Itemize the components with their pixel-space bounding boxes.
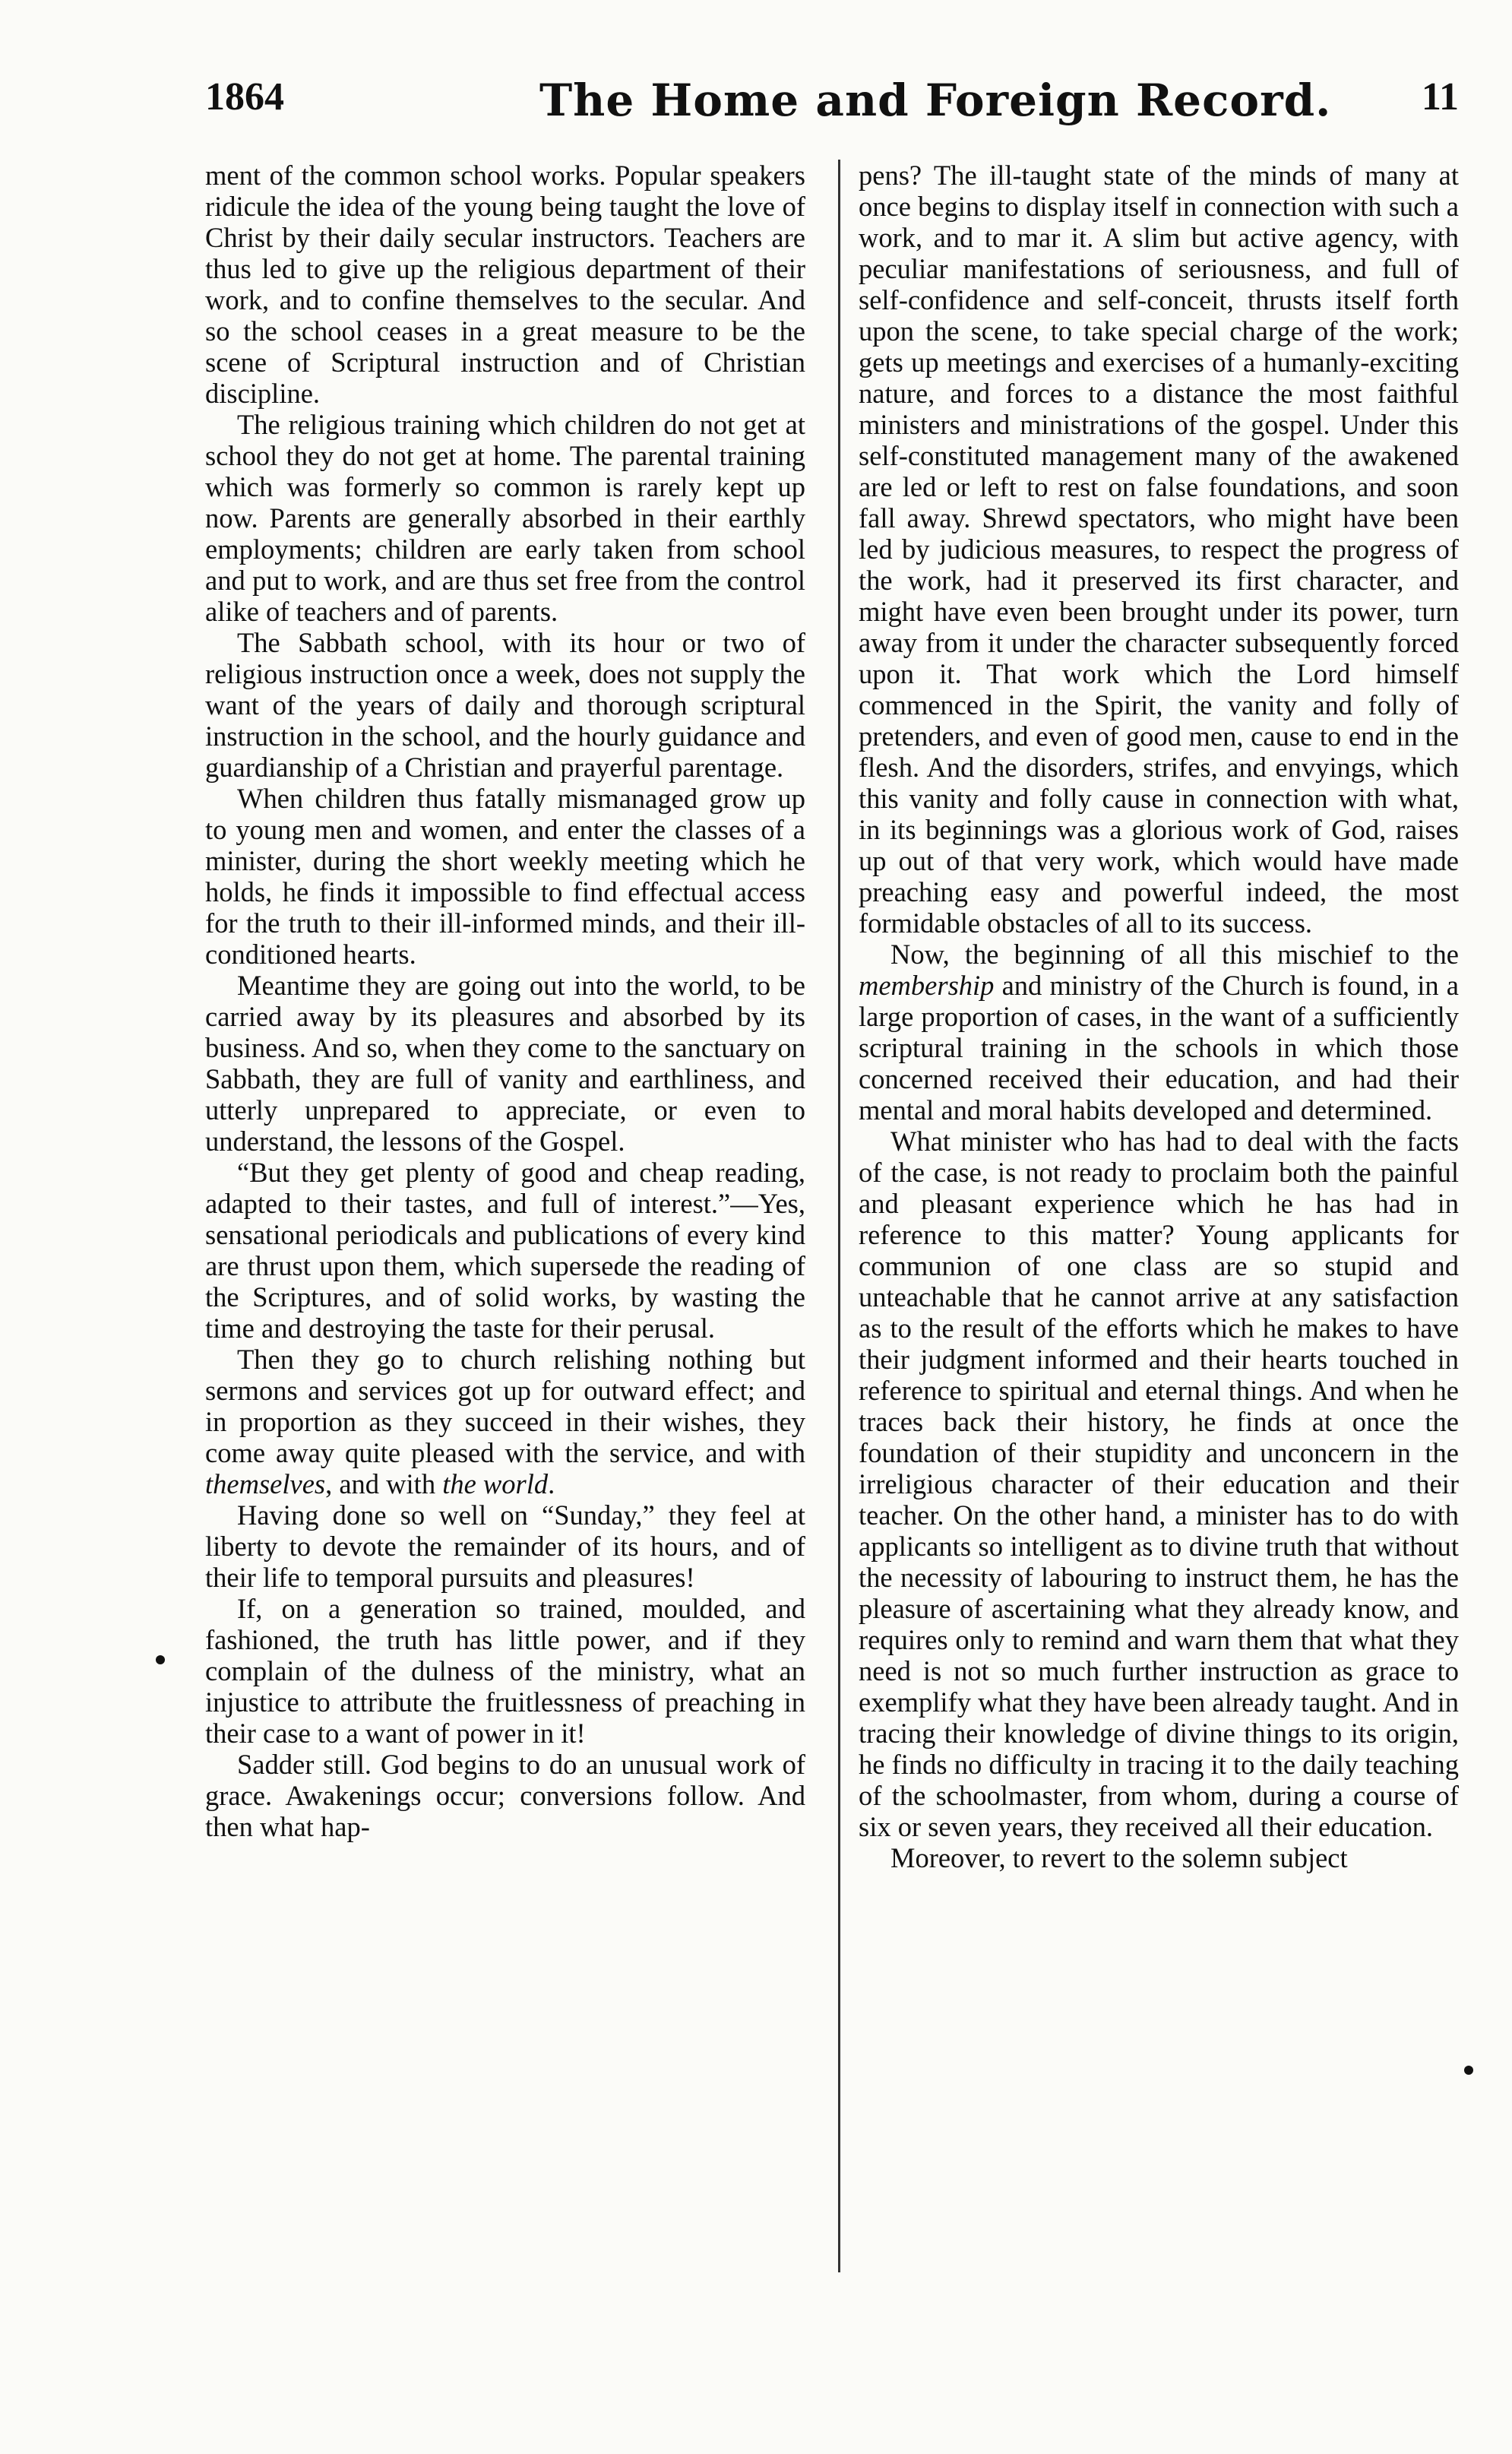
left-column xyxy=(205,160,805,1842)
paragraph: Meantime they are going out into the world, to be carried away by its pleasures and absorbed by its business. And so, when they come to the sanctuary on Sabbath, they are full of vanity and earthliness, and utterly unprepared to appreciate, or even to understand, the lessons of the Gospel. xyxy=(205,970,805,1157)
paragraph: pens? The ill-taught state of the minds of many at once begins to display itself in connection with such a work, and to mar it. A slim but active agency, with peculiar manifestations of seriousness, and full of self-confidence and self-conceit, thrusts itself forth upon the scene, to take special charge of the work; gets up meetings and exercises of a humanly-exciting nature, and forces to a distance the most faithful ministers and ministrations of the gospel. Under this self-constituted management many of the awakened are led or left to rest on false foundations, and soon fall away. Shrewd spectators, who might have been led by judicious measures, to respect the progress of the work, had it preserved its first character, and might have even been brought under its power, turn away from it under the character subsequently forced upon it. That work which the Lord himself commenced in the Spirit, the vanity and folly of pretenders, and even of good men, cause to end in the flesh. And the disorders, strifes, and envyings, which this vanity and folly cause in connection with what, in its beginnings was a glorious work of God, raises up out of that very work, which would have made preaching easy and powerful indeed, the most formidable obstacles of all to its success. xyxy=(859,160,1459,939)
paragraph: ment of the common school works. Popular speakers ridicule the idea of the young being taught the love of Christ by their daily secular instructors. Teachers are thus led to give up the religious department of their work, and to confine themselves to the secular. And so the school ceases in a great measure to be the scene of Scriptural instruction and of Christian discipline. xyxy=(205,160,805,409)
page-number: 11 xyxy=(1421,75,1459,119)
right-column xyxy=(859,160,1459,1873)
paragraph: Moreover, to revert to the solemn subject xyxy=(890,1842,1348,1873)
paragraph: Sadder still. God begins to do an unusual work of grace. Awakenings occur; conversions follow. And then what hap- xyxy=(205,1749,805,1842)
paragraph: The Sabbath school, with its hour or two of religious instruction once a week, does not supply the want of the years of daily and thorough scriptural instruction in the school, and the hourly guidance and guardianship of a Christian and prayerful parentage. xyxy=(205,627,805,783)
paragraph: What minister who has had to deal with the facts of the case, is not ready to proclaim both the painful and pleasant experience which he has had in reference to this matter? Young applicants for communion of one class are so stupid and unteachable that he cannot arrive at any satisfaction as to the result of the efforts which he makes to have their judgment informed and their hearts touched in reference to spiritual and eternal things. And when he traces back their history, he finds at once the foundation of their stupidity and unconcern in the irreligious character of their education and their teacher. On the other hand, a minister has to do with applicants so intelligent as to divine truth that without the necessity of labouring to instruct them, he has the pleasure of ascertaining what they already know, and requires only to remind and warn them that what they need is not so much further instruction as grace to exemplify what they have been already taught. And in tracing their knowledge of divine things to its origin, he finds no difficulty in tracing it to the daily teaching of the schoolmaster, from whom, during a course of six or seven years, they received all their education. xyxy=(859,1126,1459,1842)
paragraph: Then they go to church relishing nothing but sermons and services got up for outward effect; and in proportion as they succeed in their wishes, they come away quite pleased with the service, and with themselves, and with the world. xyxy=(205,1344,805,1499)
paragraph: Having done so well on “Sunday,” they feel at liberty to devote the remainder of its hours, and of their life to temporal pursuits and pleasures! xyxy=(205,1499,805,1593)
paragraph: The religious training which children do not get at school they do not get at home. The parental training which was formerly so common is rarely kept up now. Parents are generally absorbed in their earthly employments; children are early taken from school and put to work, and are thus set free from the control alike of teachers and of parents. xyxy=(205,409,805,627)
paragraph: If, on a generation so trained, moulded, and fashioned, the truth has little power, and if they complain of the dulness of the ministry, what an injustice to attribute the fruitlessness of preaching in their case to a want of power in it! xyxy=(205,1593,805,1749)
paragraph: When children thus fatally mismanaged grow up to young men and women, and enter the classes of a minister, during the short weekly meeting which he holds, he finds it impossible to find effectual access for the truth to their ill-informed minds, and their ill-conditioned hearts. xyxy=(205,783,805,970)
ink-dot-mark xyxy=(1464,2066,1473,2075)
paragraph: Now, the beginning of all this mischief to the membership and ministry of the Church is found, in a large proportion of cases, in the want of a sufficiently scriptural training in the schools in which those concerned received their education, and had their mental and moral habits developed and determined. xyxy=(859,939,1459,1126)
paragraph: “But they get plenty of good and cheap reading, adapted to their tastes, and full of interest.”—Yes, sensational periodicals and publications of every kind are thrust upon them, which supersede the reading of the Scriptures, and of solid works, by wasting the time and destroying the taste for their perusal. xyxy=(205,1157,805,1344)
column-divider xyxy=(838,160,840,2272)
running-header xyxy=(205,74,1459,128)
ink-dot-mark xyxy=(156,1655,165,1664)
journal-title: The Home and Foreign Record. xyxy=(539,74,1332,126)
header-year: 1864 xyxy=(205,75,284,119)
